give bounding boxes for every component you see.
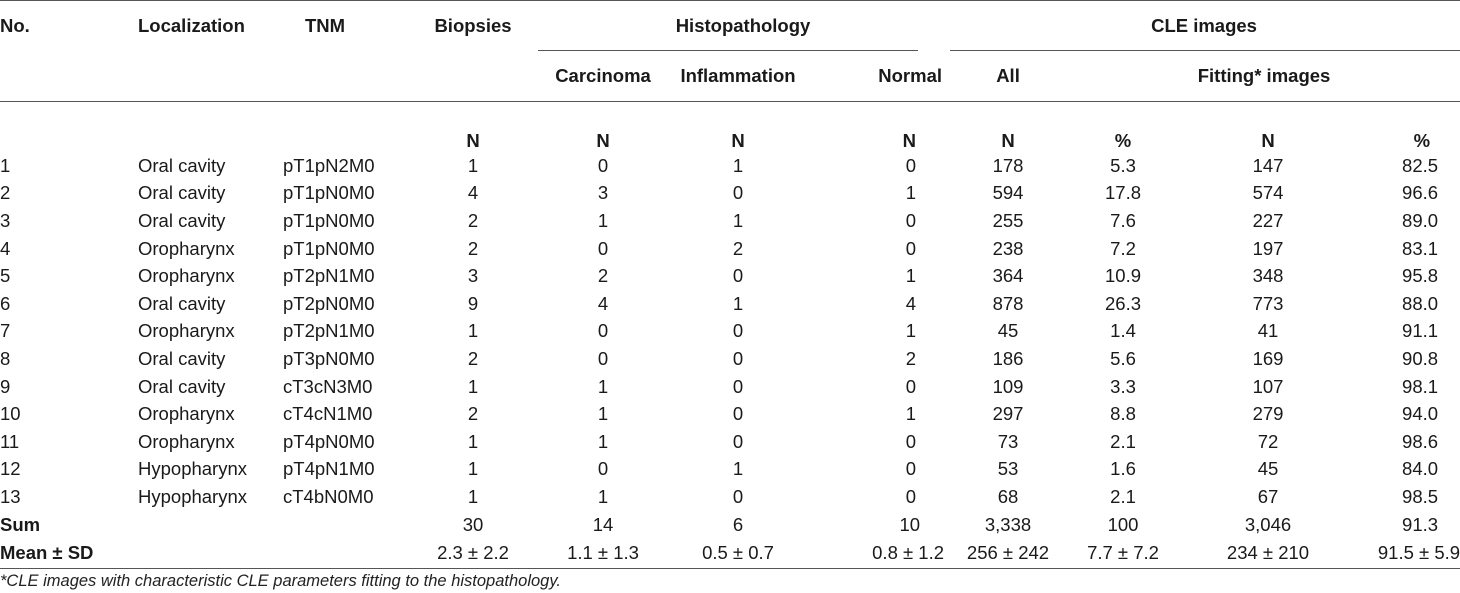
table-cell: 594 bbox=[992, 182, 1024, 204]
table-cell: 1 bbox=[597, 430, 609, 452]
table-cell: 0 bbox=[732, 347, 744, 369]
table-cell: 107 bbox=[1252, 375, 1284, 397]
table-cell: 3.3 bbox=[1110, 375, 1136, 397]
table-cell: Oropharynx bbox=[138, 430, 235, 452]
table-cell: 12 bbox=[0, 458, 21, 480]
table-cell: 10 bbox=[0, 403, 21, 425]
unit-cell: % bbox=[1114, 130, 1132, 151]
table-cell: 26.3 bbox=[1105, 292, 1142, 314]
units-row bbox=[0, 102, 1460, 153]
table-cell: 2 bbox=[467, 403, 479, 425]
table-cell: 3 bbox=[597, 182, 609, 204]
table-cell: 0 bbox=[732, 265, 744, 287]
table-row bbox=[0, 207, 1460, 235]
table-cell: 68 bbox=[997, 485, 1019, 507]
table-cell: Oral cavity bbox=[138, 375, 226, 397]
table-cell: pT4pN0M0 bbox=[283, 430, 375, 452]
mean-cell: 234 ± 210 bbox=[1226, 542, 1310, 564]
table-row bbox=[0, 456, 1460, 484]
unit-cell: N bbox=[1261, 130, 1275, 151]
table-cell: 67 bbox=[1257, 485, 1279, 507]
table-cell: 89.0 bbox=[1402, 209, 1439, 231]
table-cell: 1 bbox=[905, 182, 917, 204]
table-cell: 0 bbox=[732, 430, 744, 452]
table-cell: Oral cavity bbox=[138, 209, 226, 231]
header-tnm: TNM bbox=[305, 15, 346, 36]
table-cell: 5.3 bbox=[1110, 154, 1136, 176]
table-cell: 186 bbox=[992, 347, 1024, 369]
table-cell: 95.8 bbox=[1402, 265, 1439, 287]
sum-cell: 6 bbox=[732, 513, 744, 535]
sum-cell: 91.3 bbox=[1402, 513, 1439, 535]
sum-cell: 3,046 bbox=[1244, 513, 1292, 535]
table-cell: 2 bbox=[467, 237, 479, 259]
histopathology-span-rule bbox=[538, 50, 918, 51]
table-cell: 2 bbox=[597, 265, 609, 287]
table-cell: Hypopharynx bbox=[138, 485, 248, 507]
table-cell: pT1pN0M0 bbox=[283, 209, 375, 231]
table-cell: 83.1 bbox=[1402, 237, 1439, 259]
table-cell: Oral cavity bbox=[138, 154, 226, 176]
table-cell: Oral cavity bbox=[138, 292, 226, 314]
mean-cell: 7.7 ± 7.2 bbox=[1087, 542, 1159, 564]
table-row bbox=[0, 180, 1460, 208]
table-cell: 0 bbox=[905, 375, 917, 397]
table-cell: 773 bbox=[1252, 292, 1284, 314]
table-row bbox=[0, 152, 1460, 180]
table-cell: 255 bbox=[992, 209, 1024, 231]
table-cell: 1.4 bbox=[1110, 320, 1136, 342]
table-cell: pT3pN0M0 bbox=[283, 347, 375, 369]
table-cell: 1 bbox=[597, 403, 609, 425]
table-cell: cT4bN0M0 bbox=[283, 485, 374, 507]
header-no: No. bbox=[0, 15, 30, 36]
mean-cell: 0.5 ± 0.7 bbox=[702, 542, 774, 564]
table-cell: 0 bbox=[732, 403, 744, 425]
table-cell: 96.6 bbox=[1402, 182, 1439, 204]
table-cell: 84.0 bbox=[1402, 458, 1439, 480]
table-cell: 8.8 bbox=[1110, 403, 1136, 425]
table-cell: 0 bbox=[905, 458, 917, 480]
table-cell: 574 bbox=[1252, 182, 1284, 204]
table-cell: 2 bbox=[467, 209, 479, 231]
table-cell: 1 bbox=[597, 375, 609, 397]
table-cell: 1 bbox=[0, 154, 11, 176]
table-cell: 1 bbox=[732, 458, 744, 480]
header-all: All bbox=[996, 65, 1020, 86]
table-cell: 1 bbox=[597, 209, 609, 231]
table-cell: 2 bbox=[905, 347, 917, 369]
unit-cell: N bbox=[731, 130, 745, 151]
table-cell: 1 bbox=[467, 485, 479, 507]
table-cell: 45 bbox=[997, 320, 1019, 342]
unit-cell: N bbox=[466, 130, 480, 151]
table-cell: cT4cN1M0 bbox=[283, 403, 373, 425]
table-cell: 9 bbox=[0, 375, 11, 397]
mean-label: Mean ± SD bbox=[0, 542, 94, 564]
table-cell: 3 bbox=[467, 265, 479, 287]
table-row bbox=[0, 400, 1460, 428]
table-cell: 0 bbox=[905, 209, 917, 231]
table-cell: Oral cavity bbox=[138, 182, 226, 204]
sum-label: Sum bbox=[0, 513, 41, 535]
table-cell: 1 bbox=[467, 320, 479, 342]
table-cell: 98.6 bbox=[1402, 430, 1439, 452]
table-cell: 7.6 bbox=[1110, 209, 1136, 231]
table-cell: 9 bbox=[467, 292, 479, 314]
table-cell: 7.2 bbox=[1110, 237, 1136, 259]
sum-cell: 10 bbox=[899, 513, 921, 535]
table-cell: 41 bbox=[1257, 320, 1279, 342]
table-cell: 0 bbox=[905, 485, 917, 507]
table-cell: 4 bbox=[467, 182, 479, 204]
table-cell: 0 bbox=[905, 237, 917, 259]
table-cell: 6 bbox=[0, 292, 11, 314]
table-cell: 1 bbox=[905, 320, 917, 342]
header-localization: Localization bbox=[138, 15, 245, 36]
header-histopathology: Histopathology bbox=[675, 15, 811, 36]
table-cell: 169 bbox=[1252, 347, 1284, 369]
table-cell: 238 bbox=[992, 237, 1024, 259]
table-cell: 364 bbox=[992, 265, 1024, 287]
table-row bbox=[0, 483, 1460, 511]
table-row bbox=[0, 318, 1460, 346]
table-cell: 2 bbox=[0, 182, 11, 204]
header-normal: Normal bbox=[878, 65, 943, 86]
table-cell: 98.5 bbox=[1402, 485, 1439, 507]
table-cell: 0 bbox=[732, 320, 744, 342]
table-cell: 4 bbox=[597, 292, 609, 314]
table-row bbox=[0, 345, 1460, 373]
header-fitting: Fitting* images bbox=[1197, 65, 1331, 86]
table-cell: Oropharynx bbox=[138, 320, 235, 342]
header-row-1 bbox=[0, 1, 1460, 52]
table-cell: pT1pN0M0 bbox=[283, 237, 375, 259]
table-cell: 1 bbox=[467, 430, 479, 452]
table-footnote: *CLE images with characteristic CLE parameters fitting to the histopathology. bbox=[0, 572, 561, 590]
table-row bbox=[0, 428, 1460, 456]
table-cell: 0 bbox=[905, 154, 917, 176]
mean-cell: 91.5 ± 5.9 bbox=[1377, 542, 1460, 564]
table-cell: 82.5 bbox=[1402, 154, 1439, 176]
table-cell: 45 bbox=[1257, 458, 1279, 480]
table-cell: 0 bbox=[732, 182, 744, 204]
table-cell: pT1pN2M0 bbox=[283, 154, 375, 176]
table-row bbox=[0, 373, 1460, 401]
table-cell: Oropharynx bbox=[138, 237, 235, 259]
sum-cell: 100 bbox=[1107, 513, 1139, 535]
table-cell: 91.1 bbox=[1402, 320, 1439, 342]
table-cell: 1 bbox=[905, 403, 917, 425]
table-cell: 109 bbox=[992, 375, 1024, 397]
table-cell: 5.6 bbox=[1110, 347, 1136, 369]
table-cell: 0 bbox=[905, 430, 917, 452]
table-cell: 2 bbox=[467, 347, 479, 369]
table-cell: 227 bbox=[1252, 209, 1284, 231]
table-cell: Oropharynx bbox=[138, 403, 235, 425]
table-cell: 197 bbox=[1252, 237, 1284, 259]
table-cell: 73 bbox=[997, 430, 1019, 452]
table-cell: 4 bbox=[0, 237, 11, 259]
mean-cell: 1.1 ± 1.3 bbox=[567, 542, 639, 564]
table-cell: Oral cavity bbox=[138, 347, 226, 369]
table-cell: 1 bbox=[732, 209, 744, 231]
table-cell: 0 bbox=[732, 375, 744, 397]
table-cell: 11 bbox=[0, 430, 20, 452]
table-cell: 72 bbox=[1257, 430, 1279, 452]
table-cell: Hypopharynx bbox=[138, 458, 248, 480]
mean-cell: 256 ± 242 bbox=[966, 542, 1050, 564]
table-cell: 0 bbox=[597, 237, 609, 259]
unit-cell: N bbox=[1001, 130, 1015, 151]
table-cell: 7 bbox=[0, 320, 11, 342]
sum-cell: 30 bbox=[462, 513, 484, 535]
table-cell: 279 bbox=[1252, 403, 1284, 425]
header-inflammation: Inflammation bbox=[680, 65, 796, 86]
header-carcinoma: Carcinoma bbox=[555, 65, 651, 86]
table-cell: pT2pN0M0 bbox=[283, 292, 375, 314]
table-cell: pT4pN1M0 bbox=[283, 458, 375, 480]
table-cell: cT3cN3M0 bbox=[283, 375, 373, 397]
table-cell: 147 bbox=[1252, 154, 1284, 176]
table-row bbox=[0, 290, 1460, 318]
cle-images-span-rule bbox=[950, 50, 1460, 51]
table-cell: 1.6 bbox=[1110, 458, 1136, 480]
table-cell: 2 bbox=[732, 237, 744, 259]
table-cell: pT2pN1M0 bbox=[283, 320, 375, 342]
mean-row bbox=[0, 538, 1460, 569]
table-cell: 4 bbox=[905, 292, 917, 314]
sum-cell: 14 bbox=[592, 513, 614, 535]
table-cell: 0 bbox=[732, 485, 744, 507]
header-cle-images: CLE images bbox=[1151, 15, 1257, 36]
table-cell: 13 bbox=[0, 485, 21, 507]
mean-cell: 0.8 ± 1.2 bbox=[872, 542, 945, 564]
table-cell: 5 bbox=[0, 265, 11, 287]
table-cell: 88.0 bbox=[1402, 292, 1439, 314]
sum-row bbox=[0, 511, 1460, 539]
unit-cell: N bbox=[902, 130, 917, 151]
table-cell: 1 bbox=[467, 458, 479, 480]
table-cell: 94.0 bbox=[1402, 403, 1439, 425]
table-cell: 3 bbox=[0, 209, 11, 231]
table-cell: 10.9 bbox=[1105, 265, 1142, 287]
table-cell: 297 bbox=[992, 403, 1024, 425]
table-cell: 0 bbox=[597, 320, 609, 342]
table-cell: pT2pN1M0 bbox=[283, 265, 375, 287]
table-cell: 17.8 bbox=[1105, 182, 1142, 204]
table-cell: 8 bbox=[0, 347, 11, 369]
table-cell: 1 bbox=[732, 292, 744, 314]
header-row-2 bbox=[0, 51, 1460, 102]
table-cell: 1 bbox=[467, 375, 479, 397]
table-cell: 1 bbox=[597, 485, 609, 507]
table-cell: 1 bbox=[905, 265, 917, 287]
table-cell: 90.8 bbox=[1402, 347, 1439, 369]
table-cell: pT1pN0M0 bbox=[283, 182, 375, 204]
table-cell: 1 bbox=[732, 154, 744, 176]
table-cell: 1 bbox=[467, 154, 479, 176]
table-cell: 98.1 bbox=[1402, 375, 1439, 397]
unit-cell: N bbox=[596, 130, 610, 151]
table-cell: 2.1 bbox=[1110, 430, 1136, 452]
header-biopsies: Biopsies bbox=[434, 15, 512, 36]
table-row bbox=[0, 235, 1460, 263]
sum-cell: 3,338 bbox=[984, 513, 1032, 535]
table-cell: Oropharynx bbox=[138, 265, 235, 287]
table-cell: 0 bbox=[597, 347, 609, 369]
mean-cell: 2.3 ± 2.2 bbox=[437, 542, 509, 564]
table-cell: 0 bbox=[597, 154, 609, 176]
table-row bbox=[0, 262, 1460, 290]
table-cell: 878 bbox=[992, 292, 1024, 314]
table-cell: 2.1 bbox=[1110, 485, 1136, 507]
table-cell: 348 bbox=[1252, 265, 1284, 287]
table-cell: 178 bbox=[992, 154, 1024, 176]
table-cell: 53 bbox=[997, 458, 1019, 480]
table-cell: 0 bbox=[597, 458, 609, 480]
unit-cell: % bbox=[1413, 130, 1431, 151]
